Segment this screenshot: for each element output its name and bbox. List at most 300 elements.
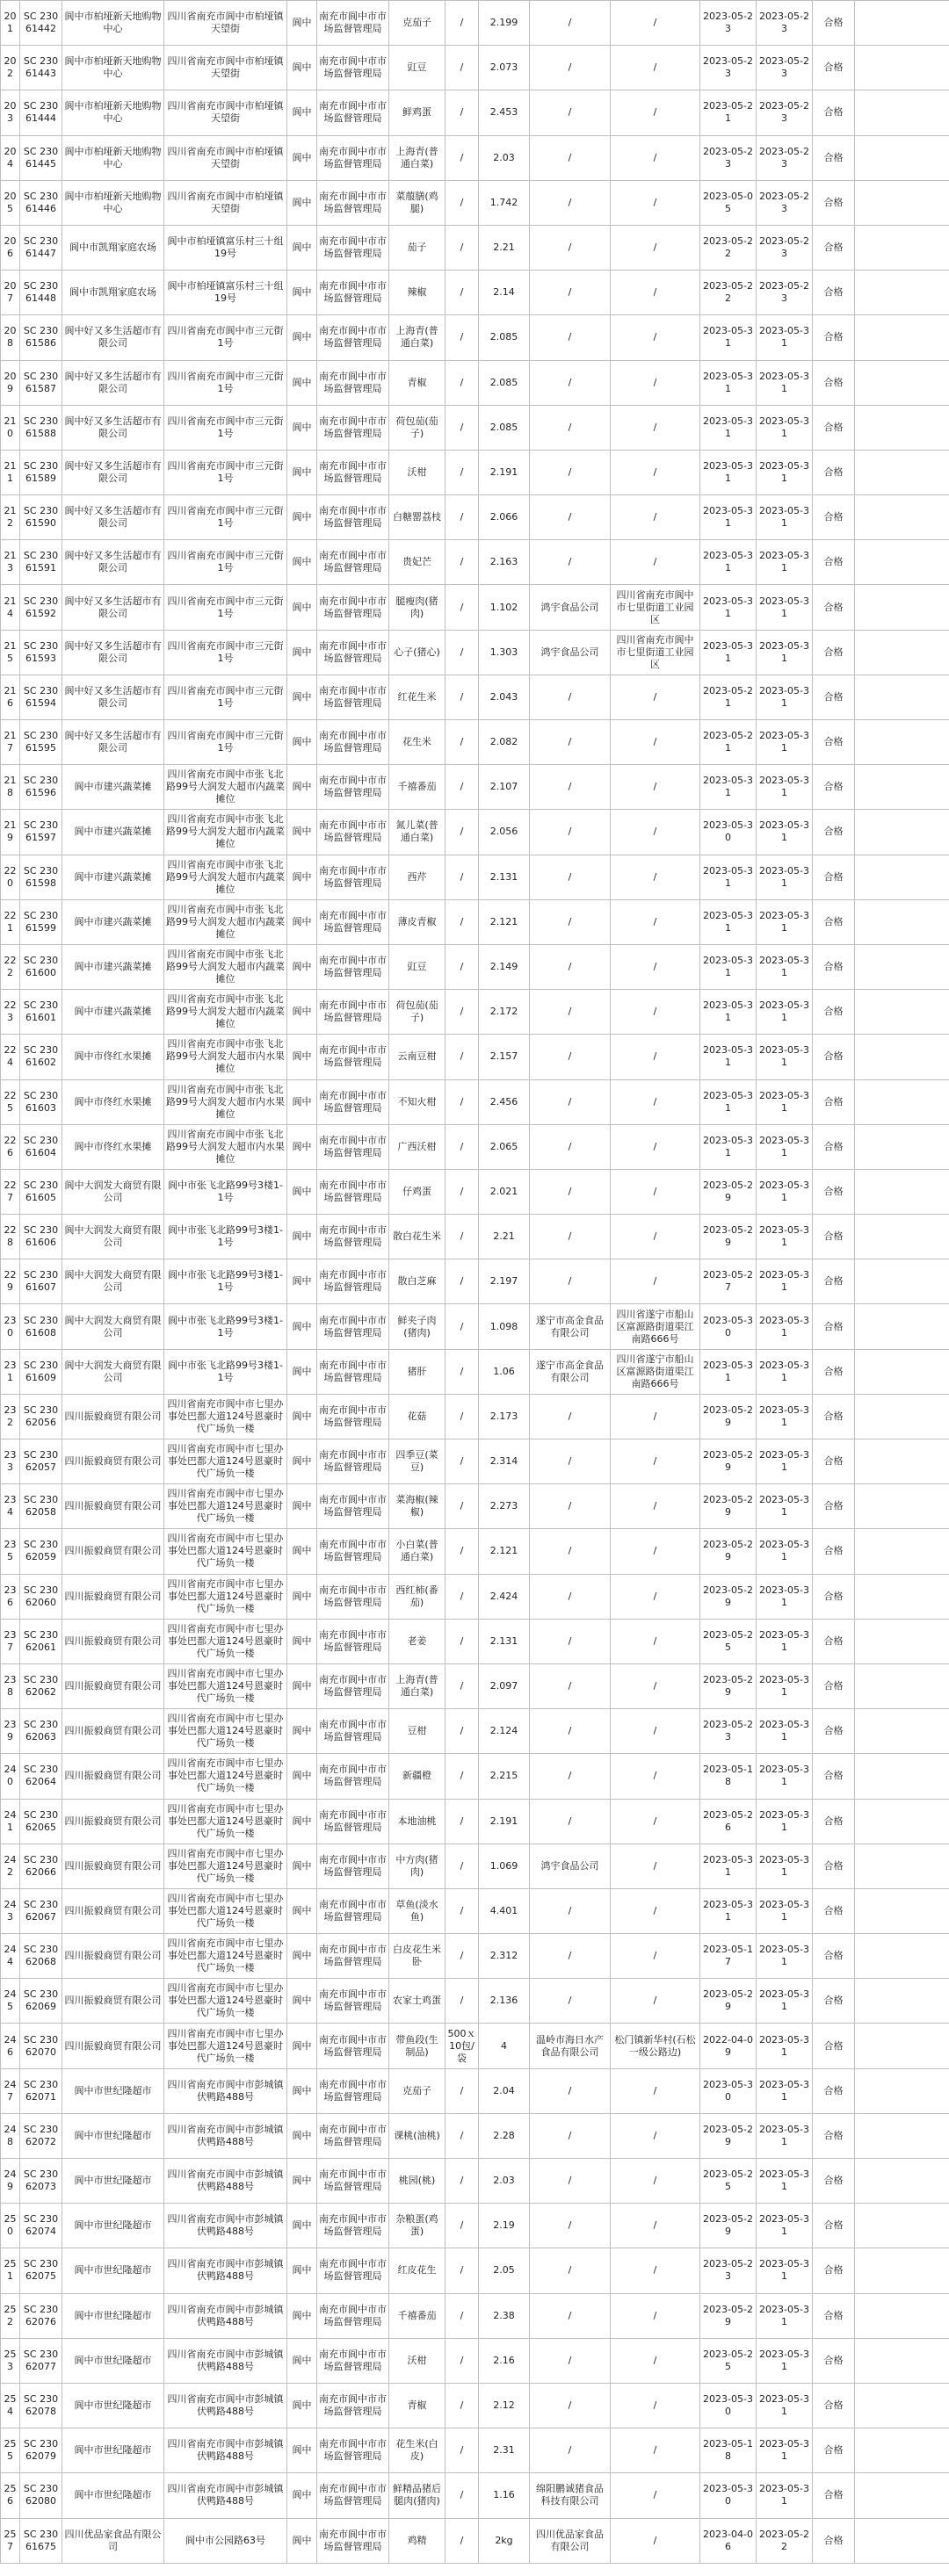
company-address-cell: 四川省南充市阆中市七里办事处巴都大道124号恩豪时代广场负一楼 (164, 1979, 287, 2024)
company-address-cell: 阆中市张飞北路99号3楼1-1号 (164, 1215, 287, 1259)
manufacturer-address-cell: / (611, 765, 700, 810)
company-name-cell: 四川优品家食品有限公司 (62, 2518, 164, 2563)
manufacturer-cell: / (530, 1440, 611, 1484)
test-value-cell: 2.136 (479, 1979, 530, 2024)
serial-number-cell: 251 (1, 2248, 20, 2293)
production-date-cell: 2023-05-31 (700, 990, 757, 1035)
manufacturer-address-cell: / (611, 1979, 700, 2024)
verdict-cell: 合格 (813, 2248, 855, 2293)
district-cell: 阆中 (287, 540, 317, 585)
serial-number-cell: 225 (1, 1079, 20, 1124)
test-value-cell: 1.06 (479, 1349, 530, 1394)
manufacturer-address-cell: / (611, 1619, 700, 1663)
district-cell: 阆中 (287, 1934, 317, 1979)
agency-cell: 南充市阆中市市场监督管理局 (317, 1349, 389, 1394)
company-name-cell: 阆中好又多生活超市有限公司 (62, 720, 164, 765)
serial-number-cell: 228 (1, 1215, 20, 1259)
manufacturer-cell: / (530, 1124, 611, 1169)
serial-number-cell: 221 (1, 899, 20, 944)
manufacturer-cell: / (530, 1529, 611, 1574)
production-date-cell: 2023-05-29 (700, 2204, 757, 2248)
district-cell: 阆中 (287, 1394, 317, 1439)
test-value-cell: 1.098 (479, 1304, 530, 1349)
remarks-cell (855, 1079, 949, 1124)
table-row (1, 1888, 949, 1933)
agency-cell: 南充市阆中市市场监督管理局 (317, 1709, 389, 1754)
agency-cell: 南充市阆中市市场监督管理局 (317, 855, 389, 899)
agency-cell: 南充市阆中市市场监督管理局 (317, 135, 389, 180)
table-row (1, 1529, 949, 1574)
serial-number-cell: 224 (1, 1035, 20, 1079)
agency-cell: 南充市阆中市市场监督管理局 (317, 2159, 389, 2204)
serial-number-cell: 242 (1, 1844, 20, 1888)
specification-cell: / (446, 1574, 479, 1619)
company-name-cell: 阆中好又多生活超市有限公司 (62, 630, 164, 675)
serial-number-cell: 218 (1, 765, 20, 810)
manufacturer-cell: / (530, 2338, 611, 2383)
serial-number-cell: 222 (1, 944, 20, 989)
manufacturer-cell: / (530, 2159, 611, 2204)
food-name-cell: 豇豆 (389, 46, 446, 90)
test-value-cell: 2.05 (479, 2248, 530, 2293)
sample-code-cell: SC 23061607 (20, 1259, 62, 1304)
verdict-cell: 合格 (813, 1349, 855, 1394)
test-date-cell: 2023-05-31 (757, 2113, 813, 2158)
sample-code-cell: SC 23061608 (20, 1304, 62, 1349)
agency-cell: 南充市阆中市市场监督管理局 (317, 271, 389, 315)
agency-cell: 南充市阆中市市场监督管理局 (317, 315, 389, 360)
table-row (1, 1934, 949, 1979)
district-cell: 阆中 (287, 2204, 317, 2248)
specification-cell: / (446, 1799, 479, 1844)
company-name-cell: 阆中市柏垭新天地购物中心 (62, 180, 164, 225)
production-date-cell: 2023-05-23 (700, 2248, 757, 2293)
agency-cell: 南充市阆中市市场监督管理局 (317, 630, 389, 675)
food-name-cell: 本地油桃 (389, 1799, 446, 1844)
test-value-cell: 2.215 (479, 1754, 530, 1799)
test-date-cell: 2023-05-31 (757, 2068, 813, 2113)
sample-code-cell: SC 23061446 (20, 180, 62, 225)
food-name-cell: 猪肝 (389, 1349, 446, 1394)
agency-cell: 南充市阆中市市场监督管理局 (317, 2518, 389, 2563)
sample-code-cell: SC 23061589 (20, 450, 62, 494)
company-name-cell: 阆中市建兴蔬菜摊 (62, 810, 164, 855)
production-date-cell: 2023-05-30 (700, 2383, 757, 2428)
serial-number-cell: 250 (1, 2204, 20, 2248)
specification-cell: / (446, 495, 479, 540)
production-date-cell: 2023-05-23 (700, 1, 757, 46)
production-date-cell: 2022-04-09 (700, 2024, 757, 2068)
district-cell: 阆中 (287, 1484, 317, 1529)
serial-number-cell: 229 (1, 1259, 20, 1304)
manufacturer-cell: / (530, 2383, 611, 2428)
serial-number-cell: 234 (1, 1484, 20, 1529)
district-cell: 阆中 (287, 1574, 317, 1619)
company-address-cell: 四川省南充市阆中市张飞北路99号大润发大超市内水果摊位 (164, 1035, 287, 1079)
table-row (1, 1259, 949, 1304)
test-value-cell: 2.056 (479, 810, 530, 855)
manufacturer-address-cell: / (611, 180, 700, 225)
remarks-cell (855, 765, 949, 810)
company-address-cell: 四川省南充市阆中市张飞北路99号大润发大超市内蔬菜摊位 (164, 990, 287, 1035)
company-name-cell: 阆中好又多生活超市有限公司 (62, 675, 164, 719)
production-date-cell: 2023-05-30 (700, 2068, 757, 2113)
serial-number-cell: 203 (1, 90, 20, 135)
test-value-cell: 1.102 (479, 585, 530, 630)
verdict-cell: 合格 (813, 271, 855, 315)
manufacturer-cell: / (530, 405, 611, 450)
sample-code-cell: SC 23061447 (20, 225, 62, 270)
specification-cell: / (446, 271, 479, 315)
manufacturer-cell: / (530, 899, 611, 944)
remarks-cell (855, 1844, 949, 1888)
serial-number-cell: 214 (1, 585, 20, 630)
company-name-cell: 阆中好又多生活超市有限公司 (62, 360, 164, 405)
test-date-cell: 2023-05-31 (757, 855, 813, 899)
serial-number-cell: 201 (1, 1, 20, 46)
remarks-cell (855, 1754, 949, 1799)
agency-cell: 南充市阆中市市场监督管理局 (317, 2204, 389, 2248)
agency-cell: 南充市阆中市市场监督管理局 (317, 2383, 389, 2428)
remarks-cell (855, 2204, 949, 2248)
agency-cell: 南充市阆中市市场监督管理局 (317, 1888, 389, 1933)
sample-code-cell: SC 23061601 (20, 990, 62, 1035)
test-value-cell: 2.131 (479, 1619, 530, 1663)
district-cell: 阆中 (287, 1888, 317, 1933)
manufacturer-address-cell: / (611, 2204, 700, 2248)
serial-number-cell: 232 (1, 1394, 20, 1439)
company-name-cell: 阆中市世纪隆超市 (62, 2068, 164, 2113)
test-date-cell: 2023-05-31 (757, 630, 813, 675)
company-address-cell: 四川省南充市阆中市七里办事处巴都大道124号恩豪时代广场负一楼 (164, 1574, 287, 1619)
manufacturer-address-cell: / (611, 405, 700, 450)
food-name-cell: 豆柑 (389, 1709, 446, 1754)
food-name-cell: 花菇 (389, 1394, 446, 1439)
food-name-cell: 鸡精 (389, 2518, 446, 2563)
test-value-cell: 1.16 (479, 2473, 530, 2518)
district-cell: 阆中 (287, 135, 317, 180)
food-name-cell: 荷包茄(茄子) (389, 405, 446, 450)
specification-cell: / (446, 1, 479, 46)
sample-code-cell: SC 23061592 (20, 585, 62, 630)
specification-cell: / (446, 1888, 479, 1933)
manufacturer-cell: / (530, 46, 611, 90)
test-date-cell: 2023-05-31 (757, 1529, 813, 1574)
district-cell: 阆中 (287, 810, 317, 855)
sample-code-cell: SC 23061591 (20, 540, 62, 585)
manufacturer-address-cell: / (611, 1888, 700, 1933)
company-address-cell: 四川省南充市阆中市七里办事处巴都大道124号恩豪时代广场负一楼 (164, 1529, 287, 1574)
food-name-cell: 氮儿菜(普通白菜) (389, 810, 446, 855)
production-date-cell: 2023-05-18 (700, 2428, 757, 2473)
agency-cell: 南充市阆中市市场监督管理局 (317, 2068, 389, 2113)
test-value-cell: 2.121 (479, 899, 530, 944)
test-value-cell: 2.38 (479, 2293, 530, 2338)
production-date-cell: 2023-05-25 (700, 2159, 757, 2204)
serial-number-cell: 256 (1, 2473, 20, 2518)
verdict-cell: 合格 (813, 2383, 855, 2428)
agency-cell: 南充市阆中市市场监督管理局 (317, 1484, 389, 1529)
manufacturer-cell: / (530, 2204, 611, 2248)
food-name-cell: 红花生米 (389, 675, 446, 719)
agency-cell: 南充市阆中市市场监督管理局 (317, 1844, 389, 1888)
company-address-cell: 四川省南充市阆中市彭城镇伏鸭路488号 (164, 2293, 287, 2338)
agency-cell: 南充市阆中市市场监督管理局 (317, 90, 389, 135)
specification-cell: / (446, 1844, 479, 1888)
test-value-cell: 2.085 (479, 360, 530, 405)
agency-cell: 南充市阆中市市场监督管理局 (317, 1169, 389, 1214)
table-row (1, 675, 949, 719)
agency-cell: 南充市阆中市市场监督管理局 (317, 405, 389, 450)
table-row (1, 1484, 949, 1529)
verdict-cell: 合格 (813, 1709, 855, 1754)
district-cell: 阆中 (287, 1259, 317, 1304)
manufacturer-address-cell: / (611, 315, 700, 360)
manufacturer-address-cell: / (611, 1799, 700, 1844)
specification-cell: / (446, 2113, 479, 2158)
sample-code-cell: SC 23062076 (20, 2293, 62, 2338)
table-row (1, 2383, 949, 2428)
production-date-cell: 2023-05-31 (700, 585, 757, 630)
test-date-cell: 2023-05-31 (757, 944, 813, 989)
manufacturer-cell: / (530, 360, 611, 405)
verdict-cell: 合格 (813, 360, 855, 405)
table-row (1, 720, 949, 765)
sample-code-cell: SC 23061590 (20, 495, 62, 540)
verdict-cell: 合格 (813, 2518, 855, 2563)
company-address-cell: 四川省南充市阆中市彭城镇伏鸭路488号 (164, 2338, 287, 2383)
manufacturer-cell: / (530, 944, 611, 989)
verdict-cell: 合格 (813, 1529, 855, 1574)
table-row (1, 2293, 949, 2338)
company-address-cell: 四川省南充市阆中市七里办事处巴都大道124号恩豪时代广场负一楼 (164, 1799, 287, 1844)
manufacturer-address-cell: / (611, 90, 700, 135)
manufacturer-address-cell: 四川省南充市阆中市七里街道工业园区 (611, 585, 700, 630)
table-row (1, 1844, 949, 1888)
test-date-cell: 2023-05-31 (757, 1259, 813, 1304)
test-date-cell: 2023-05-31 (757, 1934, 813, 1979)
specification-cell: / (446, 1169, 479, 1214)
sample-code-cell: SC 23062080 (20, 2473, 62, 2518)
verdict-cell: 合格 (813, 2068, 855, 2113)
verdict-cell: 合格 (813, 46, 855, 90)
production-date-cell: 2023-05-27 (700, 1259, 757, 1304)
production-date-cell: 2023-05-31 (700, 944, 757, 989)
test-date-cell: 2023-05-31 (757, 899, 813, 944)
agency-cell: 南充市阆中市市场监督管理局 (317, 675, 389, 719)
manufacturer-cell: 遂宁市高金食品有限公司 (530, 1349, 611, 1394)
company-name-cell: 阆中市柏垭新天地购物中心 (62, 46, 164, 90)
sample-code-cell: SC 23062061 (20, 1619, 62, 1663)
serial-number-cell: 217 (1, 720, 20, 765)
verdict-cell: 合格 (813, 1484, 855, 1529)
agency-cell: 南充市阆中市市场监督管理局 (317, 899, 389, 944)
company-address-cell: 四川省南充市阆中市三元街1号 (164, 720, 287, 765)
manufacturer-cell: / (530, 1799, 611, 1844)
sample-code-cell: SC 23061586 (20, 315, 62, 360)
specification-cell: / (446, 225, 479, 270)
table-row (1, 1215, 949, 1259)
test-value-cell: 2.21 (479, 225, 530, 270)
serial-number-cell: 227 (1, 1169, 20, 1214)
test-date-cell: 2023-05-31 (757, 1079, 813, 1124)
test-value-cell: 2.191 (479, 450, 530, 494)
sample-code-cell: SC 23062071 (20, 2068, 62, 2113)
food-name-cell: 新疆橙 (389, 1754, 446, 1799)
test-date-cell: 2023-05-31 (757, 540, 813, 585)
manufacturer-address-cell: / (611, 1754, 700, 1799)
specification-cell: / (446, 855, 479, 899)
sample-code-cell: SC 23061593 (20, 630, 62, 675)
table-row (1, 1304, 949, 1349)
manufacturer-address-cell: / (611, 2293, 700, 2338)
food-name-cell: 花生米(白皮) (389, 2428, 446, 2473)
company-name-cell: 阆中好又多生活超市有限公司 (62, 585, 164, 630)
production-date-cell: 2023-05-29 (700, 1529, 757, 1574)
food-name-cell: 草鱼(淡水鱼) (389, 1888, 446, 1933)
specification-cell: / (446, 1079, 479, 1124)
manufacturer-cell: / (530, 1663, 611, 1708)
verdict-cell: 合格 (813, 2473, 855, 2518)
remarks-cell (855, 1, 949, 46)
sample-code-cell: SC 23061595 (20, 720, 62, 765)
manufacturer-cell: / (530, 495, 611, 540)
sample-code-cell: SC 23061443 (20, 46, 62, 90)
district-cell: 阆中 (287, 1304, 317, 1349)
manufacturer-address-cell: / (611, 1529, 700, 1574)
serial-number-cell: 245 (1, 1979, 20, 2024)
specification-cell: / (446, 2204, 479, 2248)
production-date-cell: 2023-05-30 (700, 1304, 757, 1349)
manufacturer-cell: / (530, 2428, 611, 2473)
sample-code-cell: SC 23062057 (20, 1440, 62, 1484)
agency-cell: 南充市阆中市市场监督管理局 (317, 1, 389, 46)
production-date-cell: 2023-05-31 (700, 1035, 757, 1079)
company-address-cell: 四川省南充市阆中市七里办事处巴都大道124号恩豪时代广场负一楼 (164, 1394, 287, 1439)
serial-number-cell: 253 (1, 2338, 20, 2383)
company-address-cell: 四川省南充市阆中市柏垭镇天望街 (164, 90, 287, 135)
sample-code-cell: SC 23062064 (20, 1754, 62, 1799)
food-name-cell: 青椒 (389, 2383, 446, 2428)
company-address-cell: 四川省南充市阆中市七里办事处巴都大道124号恩豪时代广场负一楼 (164, 1709, 287, 1754)
specification-cell: / (446, 1304, 479, 1349)
manufacturer-cell: / (530, 1709, 611, 1754)
food-name-cell: 茄子 (389, 225, 446, 270)
sample-code-cell: SC 23062059 (20, 1529, 62, 1574)
company-address-cell: 四川省南充市阆中市七里办事处巴都大道124号恩豪时代广场负一楼 (164, 1440, 287, 1484)
test-value-cell: 2.191 (479, 1799, 530, 1844)
serial-number-cell: 252 (1, 2293, 20, 2338)
test-value-cell: 2.03 (479, 135, 530, 180)
verdict-cell: 合格 (813, 1079, 855, 1124)
serial-number-cell: 241 (1, 1799, 20, 1844)
company-name-cell: 阆中市世纪隆超市 (62, 2428, 164, 2473)
company-address-cell: 四川省南充市阆中市三元街1号 (164, 630, 287, 675)
company-address-cell: 四川省南充市阆中市彭城镇伏鸭路488号 (164, 2113, 287, 2158)
test-date-cell: 2023-05-31 (757, 1349, 813, 1394)
production-date-cell: 2023-05-30 (700, 2473, 757, 2518)
company-name-cell: 阆中市柏垭新天地购物中心 (62, 1, 164, 46)
company-name-cell: 四川振毅商贸有限公司 (62, 1979, 164, 2024)
specification-cell: / (446, 675, 479, 719)
table-row (1, 2338, 949, 2383)
test-date-cell: 2023-05-31 (757, 2248, 813, 2293)
serial-number-cell: 248 (1, 2113, 20, 2158)
manufacturer-cell: / (530, 1, 611, 46)
sample-code-cell: SC 23062079 (20, 2428, 62, 2473)
sample-code-cell: SC 23062060 (20, 1574, 62, 1619)
sample-code-cell: SC 23061444 (20, 90, 62, 135)
sample-code-cell: SC 23061445 (20, 135, 62, 180)
company-name-cell: 阆中好又多生活超市有限公司 (62, 495, 164, 540)
verdict-cell: 合格 (813, 90, 855, 135)
table-row (1, 1709, 949, 1754)
company-name-cell: 阆中市世纪隆超市 (62, 2159, 164, 2204)
serial-number-cell: 213 (1, 540, 20, 585)
test-value-cell: 2.021 (479, 1169, 530, 1214)
district-cell: 阆中 (287, 315, 317, 360)
manufacturer-cell: / (530, 1259, 611, 1304)
manufacturer-cell: / (530, 271, 611, 315)
production-date-cell: 2023-05-29 (700, 1574, 757, 1619)
manufacturer-cell: 四川优品家食品有限公司 (530, 2518, 611, 2563)
manufacturer-cell: / (530, 540, 611, 585)
sample-code-cell: SC 23062067 (20, 1888, 62, 1933)
test-value-cell: 4 (479, 2024, 530, 2068)
test-date-cell: 2023-05-31 (757, 1844, 813, 1888)
sample-code-cell: SC 23061587 (20, 360, 62, 405)
specification-cell: / (446, 2159, 479, 2204)
verdict-cell: 合格 (813, 1574, 855, 1619)
specification-cell: / (446, 2518, 479, 2563)
remarks-cell (855, 1574, 949, 1619)
agency-cell: 南充市阆中市市场监督管理局 (317, 2338, 389, 2383)
specification-cell: / (446, 1619, 479, 1663)
manufacturer-address-cell: / (611, 540, 700, 585)
specification-cell: / (446, 1979, 479, 2024)
table-row (1, 899, 949, 944)
test-date-cell: 2023-05-31 (757, 1663, 813, 1708)
company-name-cell: 阆中市世纪隆超市 (62, 2383, 164, 2428)
verdict-cell: 合格 (813, 630, 855, 675)
agency-cell: 南充市阆中市市场监督管理局 (317, 720, 389, 765)
test-date-cell: 2023-05-31 (757, 2204, 813, 2248)
test-value-cell: 2.314 (479, 1440, 530, 1484)
company-address-cell: 四川省南充市阆中市七里办事处巴都大道124号恩豪时代广场负一楼 (164, 1484, 287, 1529)
specification-cell: / (446, 2428, 479, 2473)
serial-number-cell: 230 (1, 1304, 20, 1349)
specification-cell: / (446, 1215, 479, 1259)
serial-number-cell: 240 (1, 1754, 20, 1799)
test-date-cell: 2023-05-23 (757, 271, 813, 315)
agency-cell: 南充市阆中市市场监督管理局 (317, 2428, 389, 2473)
table-row (1, 2473, 949, 2518)
verdict-cell: 合格 (813, 2204, 855, 2248)
specification-cell: / (446, 1934, 479, 1979)
remarks-cell (855, 1259, 949, 1304)
food-name-cell: 千禧番茄 (389, 765, 446, 810)
food-name-cell: 花生米 (389, 720, 446, 765)
serial-number-cell: 209 (1, 360, 20, 405)
verdict-cell: 合格 (813, 1124, 855, 1169)
company-name-cell: 阆中市建兴蔬菜摊 (62, 899, 164, 944)
company-name-cell: 阆中市佟红水果摊 (62, 1079, 164, 1124)
food-name-cell: 荷包茄(茄子) (389, 990, 446, 1035)
remarks-cell (855, 1349, 949, 1394)
manufacturer-cell: / (530, 720, 611, 765)
table-row (1, 2518, 949, 2563)
table-row (1, 1035, 949, 1079)
